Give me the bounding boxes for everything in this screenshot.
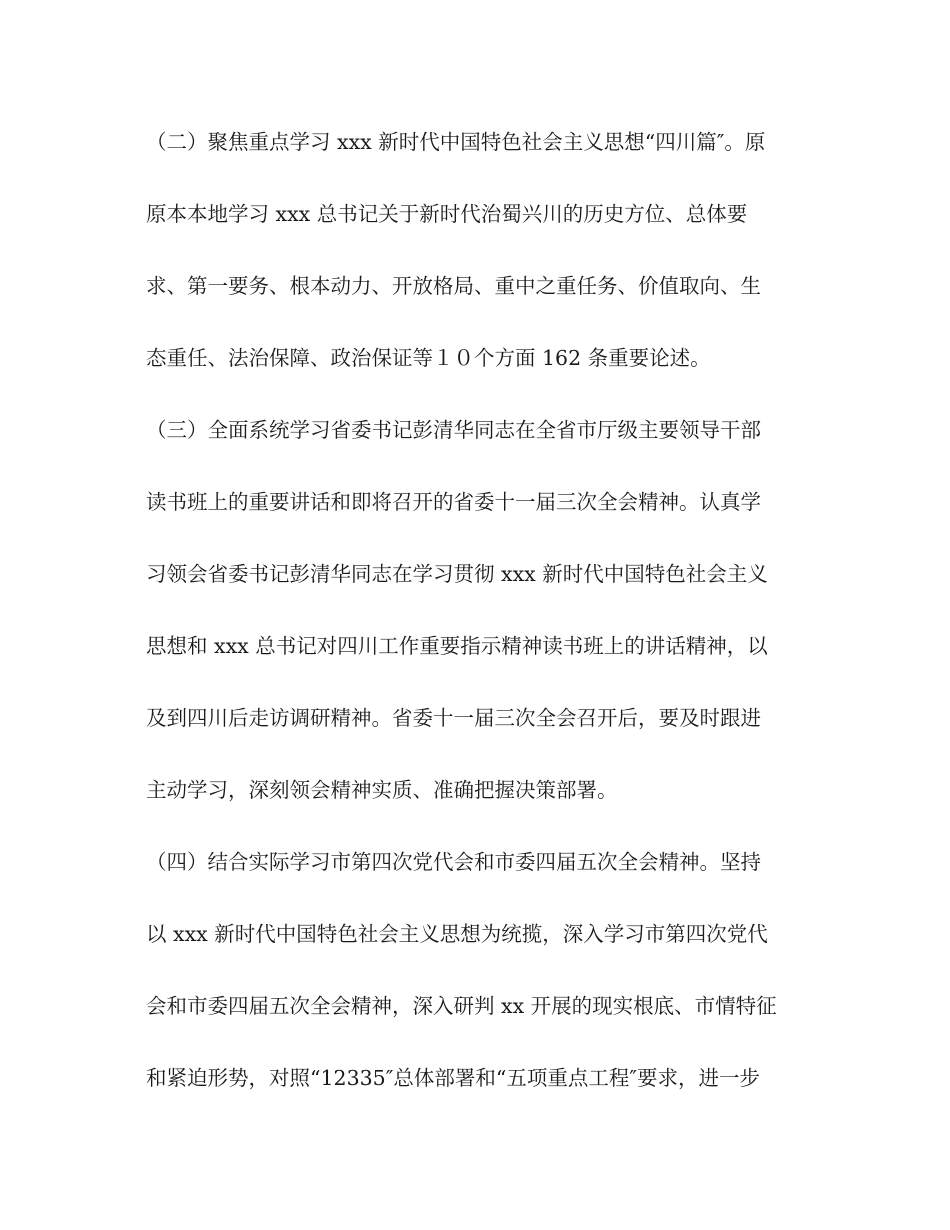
paragraph-line: 读书班上的重要讲话和即将召开的省委十一届三次全会精神。认真学 [146,490,761,514]
paragraph-line: 态重任、法治保障、政治保证等１０个方面 162 条重要论述。 [146,346,711,370]
paragraph-line: 求、第一要务、根本动力、开放格局、重中之重任务、价值取向、生 [146,274,761,298]
paragraph-line: 思想和 xxx 总书记对四川工作重要指示精神读书班上的讲话精神，以 [146,634,768,658]
paragraph-line: 和紧迫形势，对照“12335″总体部署和“五项重点工程″要求，进一步 [146,1066,760,1090]
paragraph-line: 及到四川后走访调研精神。省委十一届三次全会召开后，要及时跟进 [146,706,761,730]
paragraph-line: （四）结合实际学习市第四次党代会和市委四届五次全会精神。坚持 [146,850,761,874]
paragraph-line: 会和市委四届五次全会精神，深入研判 xx 开展的现实根底、市情特征 [146,994,777,1018]
paragraph-line: （三）全面系统学习省委书记彭清华同志在全省市厅级主要领导干部 [146,418,761,442]
paragraph-line: 原本本地学习 xxx 总书记关于新时代治蜀兴川的历史方位、总体要 [146,202,748,226]
paragraph-line: 以 xxx 新时代中国特色社会主义思想为统揽，深入学习市第四次党代 [146,922,768,946]
paragraph-line: 习领会省委书记彭清华同志在学习贯彻 xxx 新时代中国特色社会主义 [146,562,768,586]
paragraph-line: （二）聚焦重点学习 xxx 新时代中国特色社会主义思想“四川篇″。原 [146,130,766,154]
paragraph-line: 主动学习，深刻领会精神实质、准确把握决策部署。 [146,778,618,802]
